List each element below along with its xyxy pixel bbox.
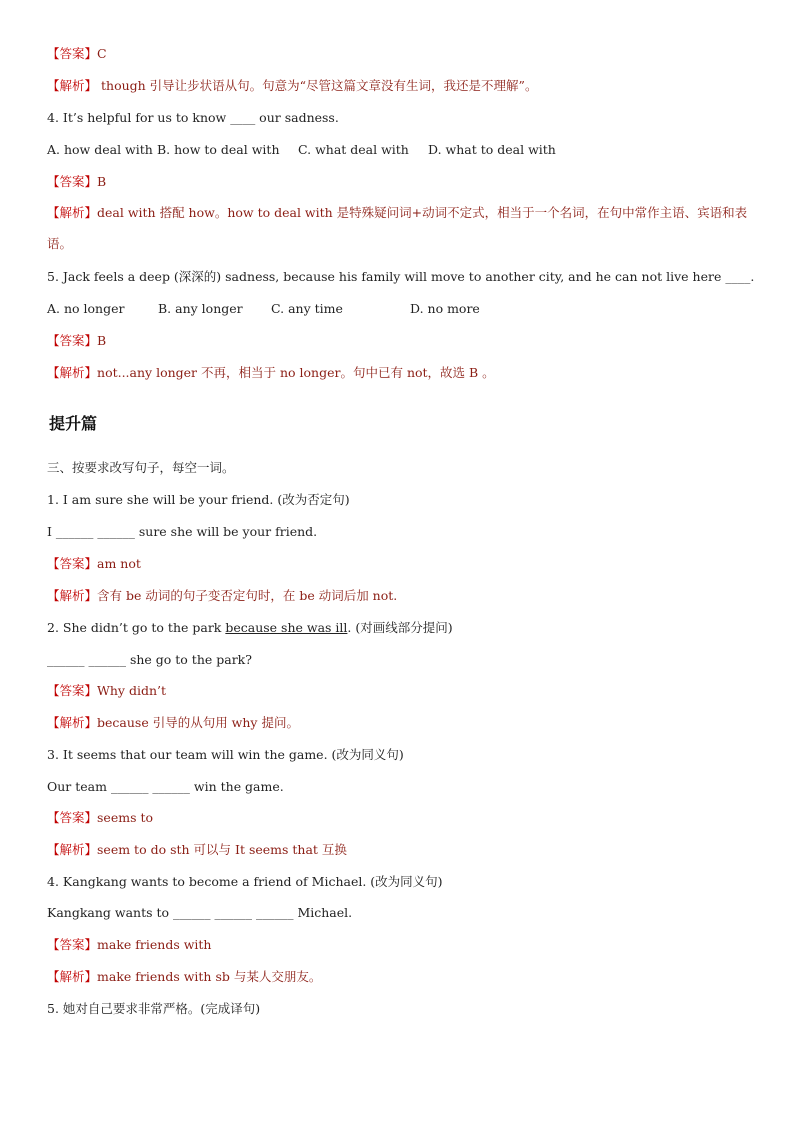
answer-text: Why didn’t bbox=[97, 683, 166, 698]
analysis-tag: 【解析】 bbox=[47, 842, 98, 857]
answer-tag: 【答案】 bbox=[47, 333, 98, 348]
question-2 bbox=[47, 620, 767, 636]
option-b: B. any longer bbox=[158, 301, 243, 316]
analysis-line bbox=[47, 197, 767, 259]
answer-line bbox=[47, 810, 767, 826]
analysis-text: make friends with sb 与某人交朋友。 bbox=[97, 969, 322, 984]
analysis-text: though 引导让步状语从句。句意为“尽管这篇文章没有生词，我还是不理解”。 bbox=[97, 78, 538, 93]
answer-tag: 【答案】 bbox=[47, 810, 98, 825]
underlined-phrase: because she was ill bbox=[225, 620, 348, 635]
question-2-suffix: . (对画线部分提问) bbox=[347, 620, 453, 635]
analysis-tag: 【解析】 bbox=[47, 205, 98, 220]
option-c: C. any time bbox=[271, 301, 343, 316]
answer-text: B bbox=[97, 174, 107, 189]
answer-tag: 【答案】 bbox=[47, 937, 98, 952]
option-d: D. what to deal with bbox=[428, 142, 556, 157]
analysis-line bbox=[47, 78, 767, 94]
analysis-text: deal with 搭配 how。how to deal with 是特殊疑问词+动词不定式，相当于一个名词，在句中常作主语、宾语和表语。 bbox=[47, 205, 748, 251]
answer-tag: 【答案】 bbox=[47, 46, 98, 61]
question-2-blank: ______ ______ she go to the park? bbox=[47, 652, 252, 667]
question-1-blank: I ______ ______ sure she will be your friend. bbox=[47, 524, 318, 539]
answer-line bbox=[47, 46, 767, 62]
answer-text: C bbox=[97, 46, 107, 61]
analysis-line bbox=[47, 715, 767, 731]
question-4b: 4. Kangkang wants to become a friend of Michael. (改为同义句) bbox=[47, 874, 443, 889]
analysis-tag: 【解析】 bbox=[47, 365, 98, 380]
question-4-options bbox=[47, 142, 767, 158]
answer-tag: 【答案】 bbox=[47, 556, 98, 571]
question-5b: 5. 她对自己要求非常严格。(完成译句) bbox=[47, 1001, 261, 1016]
option-a: A. how deal with bbox=[47, 142, 153, 157]
analysis-text: seem to do sth 可以与 It seems that 互换 bbox=[97, 842, 347, 857]
answer-line bbox=[47, 937, 767, 953]
analysis-text: because 引导的从句用 why 提问。 bbox=[97, 715, 299, 730]
analysis-line bbox=[47, 969, 767, 985]
analysis-tag: 【解析】 bbox=[47, 588, 98, 603]
answer-text: seems to bbox=[97, 810, 154, 825]
answer-text: am not bbox=[97, 556, 141, 571]
question-5: 5. Jack feels a deep (深深的) sadness, because his family will move to another city, and he can not live here ____. bbox=[47, 269, 755, 284]
answer-text: make friends with bbox=[97, 937, 212, 952]
analysis-text: not...any longer 不再，相当于 no longer。句中已有 not，故选 B 。 bbox=[97, 365, 495, 380]
analysis-tag: 【解析】 bbox=[47, 78, 98, 93]
analysis-text: 含有 be 动词的句子变否定句时，在 be 动词后加 not. bbox=[97, 588, 398, 603]
answer-text: B bbox=[97, 333, 107, 348]
answer-line bbox=[47, 556, 767, 572]
analysis-line bbox=[47, 365, 767, 381]
question-4b-blank: Kangkang wants to ______ ______ ______ Michael. bbox=[47, 905, 353, 920]
option-c: C. what deal with bbox=[298, 142, 409, 157]
answer-tag: 【答案】 bbox=[47, 174, 98, 189]
option-a: A. no longer bbox=[47, 301, 125, 316]
answer-line bbox=[47, 683, 767, 699]
answer-line bbox=[47, 333, 767, 349]
question-1: 1. I am sure she will be your friend. (改为否定句) bbox=[47, 492, 350, 507]
section-instruction: 三、按要求改写句子，每空一词。 bbox=[47, 460, 235, 475]
question-4: 4. It’s helpful for us to know ____ our sadness. bbox=[47, 110, 339, 125]
analysis-line bbox=[47, 842, 767, 858]
question-3-blank: Our team ______ ______ win the game. bbox=[47, 779, 284, 794]
section-heading: 提升篇 bbox=[49, 414, 98, 433]
analysis-line bbox=[47, 588, 767, 604]
answer-tag: 【答案】 bbox=[47, 683, 98, 698]
question-2-prefix: 2. She didn’t go to the park bbox=[47, 620, 226, 635]
answer-line bbox=[47, 174, 767, 190]
option-d: D. no more bbox=[410, 301, 480, 316]
question-5-options bbox=[47, 301, 767, 317]
analysis-tag: 【解析】 bbox=[47, 715, 98, 730]
question-3: 3. It seems that our team will win the game. (改为同义句) bbox=[47, 747, 404, 762]
analysis-tag: 【解析】 bbox=[47, 969, 98, 984]
option-b: B. how to deal with bbox=[157, 142, 280, 157]
